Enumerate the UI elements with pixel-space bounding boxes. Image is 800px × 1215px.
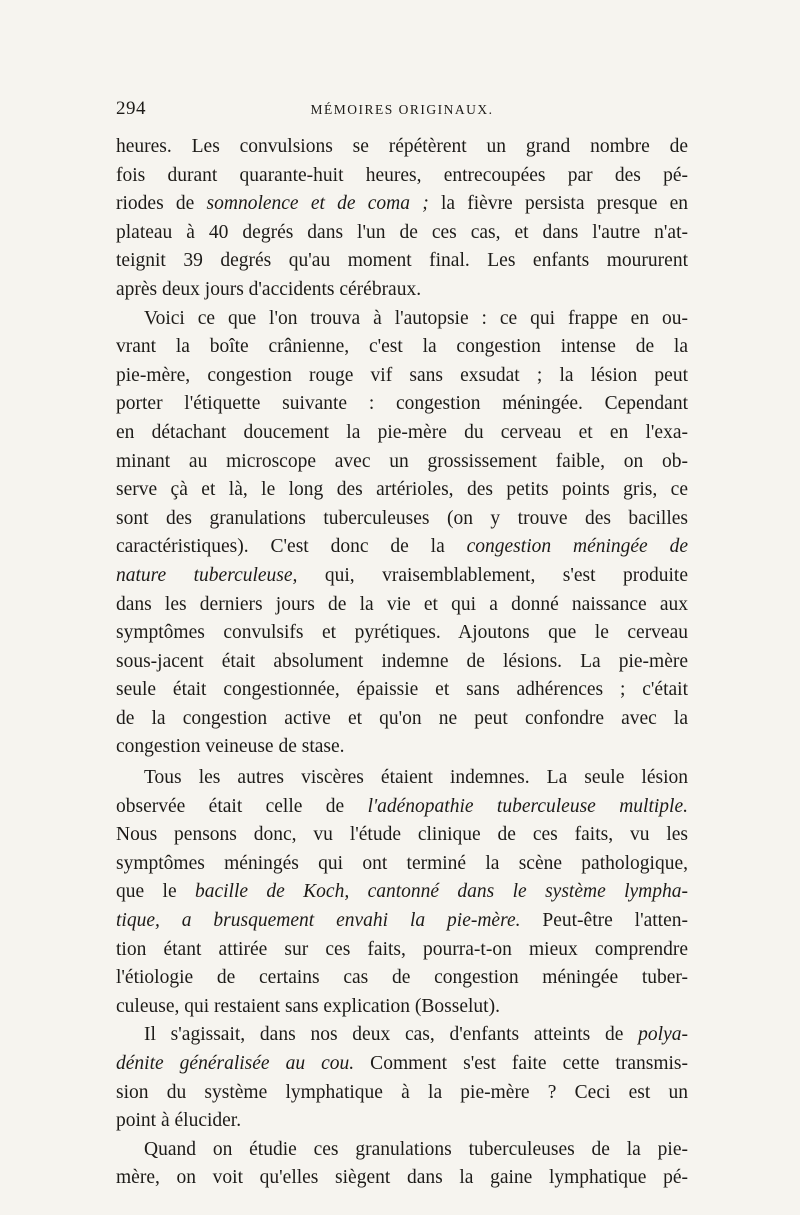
page-number: 294 [116,98,146,119]
text-segment: fois durant quarante-huit heures, entrecoupées par des pé- [116,164,688,186]
text-segment: riodes de [116,193,207,215]
text-segment: culeuse, qui restaient sans explication (Bosselut). [116,995,500,1017]
text-segment: Tous les autres viscères étaient indemnes. La seule lésion [144,767,688,789]
text-line [116,362,688,391]
text-line [116,907,688,936]
text-line [116,793,688,822]
page-header [116,98,688,122]
text-segment: la fièvre persista presque en [428,193,689,215]
running-head: MÉMOIRES ORIGINAUX. [310,102,494,117]
text-segment: sont des granulations tuberculeuses (on y trouve des bacilles [116,507,688,529]
text-line [116,476,688,505]
text-line [116,219,688,248]
text-line [116,1136,688,1165]
text-segment: tion étant attirée sur ces faits, pourra-t-on mieux comprendre [116,938,688,960]
text-line [116,562,688,591]
text-segment: Peut-être l'atten- [520,910,688,932]
text-segment: sous-jacent était absolument indemne de lésions. La pie-mère [116,650,688,672]
italic-text: tique, a brusquement envahi la pie-mère. [116,910,521,932]
text-line [116,390,688,419]
text-segment: de la congestion active et qu'on ne peut confondre avec la [116,707,688,729]
text-segment: vrant la boîte crânienne, c'est la congestion intense de la [116,336,688,358]
text-line [116,419,688,448]
text-segment: l'étiologie de certains cas de congestion méningée tuber- [116,967,688,989]
text-segment: Quand on étudie ces granulations tuberculeuses de la pie- [144,1138,688,1160]
text-segment: Voici ce que l'on trouva à l'autopsie : ce qui frappe en ou- [144,307,688,329]
text-line [116,591,688,620]
italic-text: bacille de Koch, cantonné dans le système lympha- [194,881,688,903]
text-line [116,533,688,562]
body-text [116,133,688,1193]
text-segment: Nous pensons donc, vu l'étude clinique de ces faits, vu les [116,824,688,846]
text-line [116,764,688,793]
text-line [116,936,688,965]
text-segment: teignit 39 degrés qu'au moment final. Les enfants moururent [116,250,688,272]
text-line [116,1050,688,1079]
text-line [116,619,688,648]
text-line [116,993,688,1022]
text-segment: symptômes méningés qui ont terminé la scène pathologique, [116,852,688,874]
text-line [116,964,688,993]
text-line [116,733,688,762]
text-segment: heures. Les convulsions se répétèrent un grand nombre de [116,136,688,157]
text-segment: après deux jours d'accidents cérébraux. [116,278,422,300]
italic-text: somnolence et de coma ; [206,193,429,215]
text-line [116,1107,688,1136]
text-segment: Il s'agissait, dans nos deux cas, d'enfants atteints de [144,1024,639,1046]
text-line [116,850,688,879]
text-segment: que le [116,881,195,903]
text-line [116,821,688,850]
text-segment: Comment s'est faite cette transmis- [354,1053,688,1074]
text-segment: en détachant doucement la pie-mère du cerveau et en l'exa- [116,421,688,443]
text-line [116,133,688,162]
italic-text: l'adénopathie tuberculeuse multiple. [367,795,688,817]
text-segment: mère, on voit qu'elles siègent dans la gaine lymphatique pé- [116,1167,688,1189]
text-segment: minant au microscope avec un grossissement faible, on ob- [116,450,688,472]
text-line [116,648,688,677]
text-segment: symptômes convulsifs et pyrétiques. Ajoutons que le cerveau [116,622,688,644]
text-segment: seule était congestionnée, épaissie et sans adhérences ; c'était [116,679,688,701]
text-line [116,705,688,734]
text-segment: porter l'étiquette suivante : congestion méningée. Cependant [116,393,688,415]
text-line [116,878,688,907]
text-line [116,276,688,305]
text-segment: serve çà et là, le long des artérioles, des petits points gris, ce [116,479,688,501]
text-segment: observée était celle de [116,795,368,817]
text-line [116,247,688,276]
text-segment: sion du système lymphatique à la pie-mère ? Ceci est un [116,1081,688,1103]
text-line [116,190,688,219]
text-segment: congestion veineuse de stase. [116,736,345,758]
text-line [116,1164,688,1193]
text-line [116,1079,688,1108]
text-line [116,1021,688,1050]
text-line [116,333,688,362]
text-line [116,505,688,534]
italic-text: polya- [638,1024,688,1046]
text-line [116,448,688,477]
text-line [116,676,688,705]
text-line [116,162,688,191]
italic-text: nature tuberculeuse, [116,564,298,586]
text-segment: qui, vraisemblablement, s'est produite [297,564,688,586]
text-line [116,305,688,334]
italic-text: dénite généralisée au cou. [116,1053,355,1074]
text-segment: plateau à 40 degrés dans l'un de ces cas, et dans l'autre n'at- [116,221,688,243]
text-segment: dans les derniers jours de la vie et qui a donné naissance aux [116,593,688,615]
text-segment: caractéristiques). C'est donc de la [116,536,467,558]
text-segment: pie-mère, congestion rouge vif sans exsudat ; la lésion peut [116,364,688,386]
italic-text: congestion méningée de [466,536,688,558]
text-segment: point à élucider. [116,1110,242,1132]
